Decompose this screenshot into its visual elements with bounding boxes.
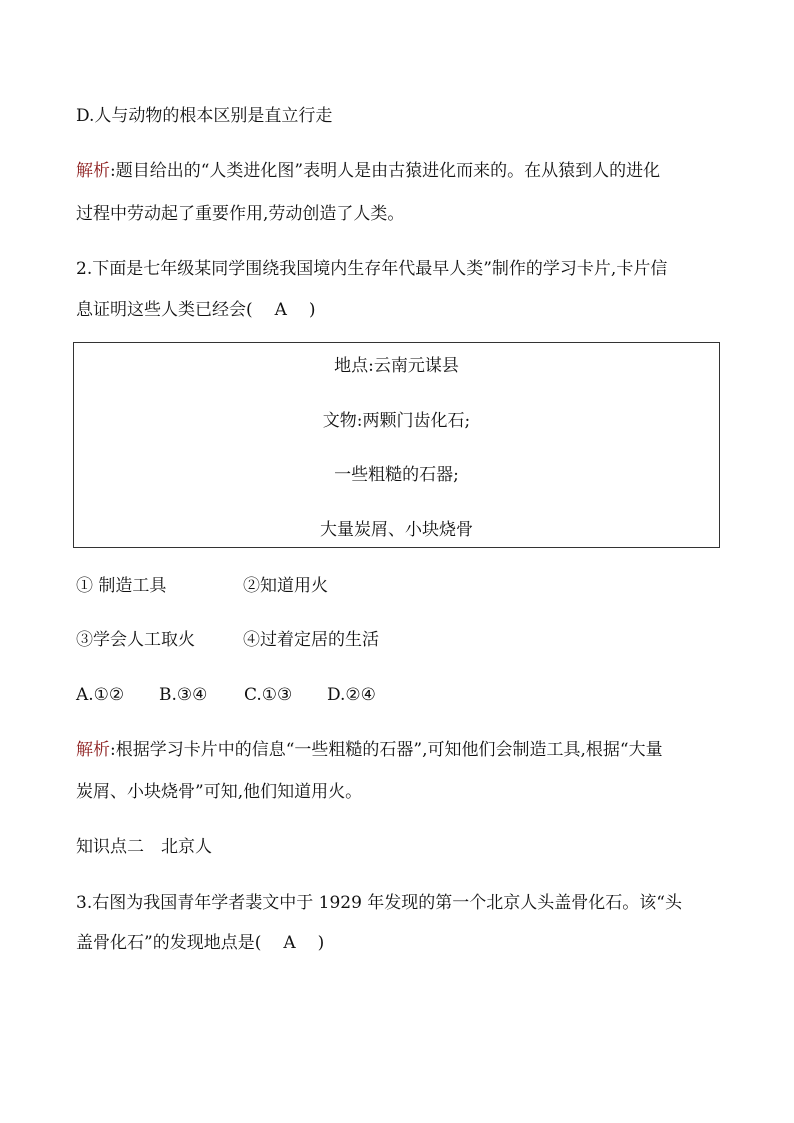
analysis-label: 解析	[76, 740, 110, 760]
q2-analysis-line1	[76, 739, 663, 761]
q2-stem-line2	[76, 299, 316, 321]
q2-analysis-line2: 炭屑、小块烧骨”可知,他们知道用火。	[76, 782, 363, 802]
card-charcoal: 大量炭屑、小块烧骨	[320, 520, 473, 540]
q2-choice-b: B.③④	[159, 685, 208, 705]
q2-item-2: ②知道用火	[243, 576, 328, 596]
q1-option-d: D.人与动物的根本区别是直立行走	[76, 106, 333, 126]
analysis-label: 解析	[76, 161, 110, 181]
analysis-text: :题目给出的“人类进化图”表明人是由古猿进化而来的。在从猿到人的进化	[110, 161, 661, 181]
q2-choice-a: A.①②	[76, 685, 125, 705]
q1-analysis-line2: 过程中劳动起了重要作用,劳动创造了人类。	[76, 204, 405, 224]
answer-letter: A	[283, 933, 296, 953]
card-relics: 文物:两颗门齿化石;	[322, 411, 471, 431]
section-heading: 知识点二 北京人	[76, 837, 212, 857]
q3-stem-line2	[76, 932, 324, 954]
q2-item-4: ④过着定居的生活	[243, 630, 379, 650]
stem-text: 盖骨化石”的发现地点是(	[76, 933, 262, 953]
q2-item-3: ③学会人工取火	[76, 630, 195, 650]
stem-close: )	[308, 300, 316, 320]
q2-choice-d: D.②④	[327, 685, 376, 705]
q2-stem-line1: 2.下面是七年级某同学围绕我国境内生存年代最早人类”制作的学习卡片,卡片信	[76, 259, 668, 279]
q1-analysis-line1	[76, 160, 660, 182]
analysis-text: :根据学习卡片中的信息“一些粗糙的石器”,可知他们会制造工具,根据“大量	[110, 740, 663, 760]
stem-close: )	[317, 933, 325, 953]
q2-choice-c: C.①③	[244, 685, 293, 705]
stem-text: 息证明这些人类已经会(	[76, 300, 253, 320]
card-stone-tools: 一些粗糙的石器;	[334, 465, 459, 485]
study-card	[73, 342, 720, 548]
q3-stem-line1: 3.右图为我国青年学者裴文中于 1929 年发现的第一个北京人头盖骨化石。该“头	[76, 893, 682, 913]
q2-item-1: ① 制造工具	[76, 576, 167, 596]
answer-letter: A	[274, 300, 287, 320]
card-location: 地点:云南元谋县	[334, 356, 459, 376]
